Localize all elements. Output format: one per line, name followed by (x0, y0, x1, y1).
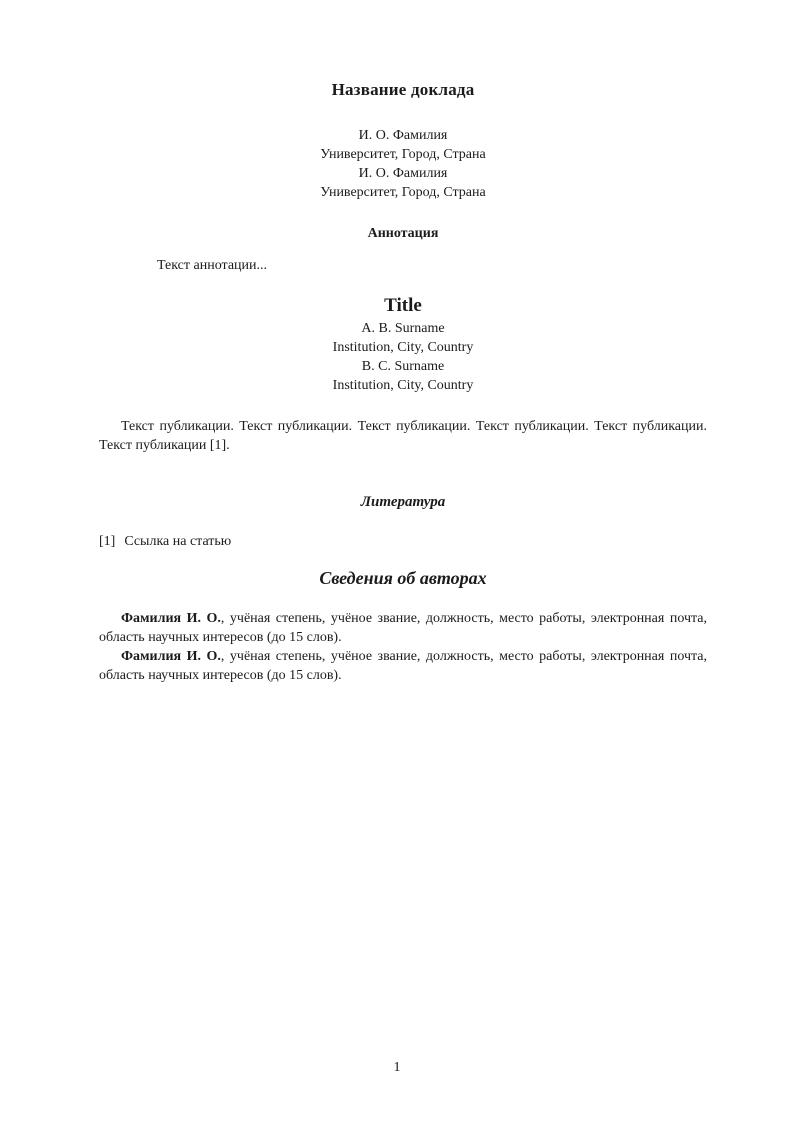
author-bio (99, 609, 707, 647)
author-affiliation-ru: Университет, Город, Страна (320, 147, 486, 162)
references-heading: Литература (360, 494, 446, 510)
authors-block-en (99, 319, 707, 395)
abstract-text: Текст аннотации... (157, 258, 268, 273)
bio-author-name: Фамилия И. О. (121, 649, 221, 664)
authors-block-ru (99, 126, 707, 202)
report-title-ru: Название доклада (331, 80, 475, 99)
authors-info-heading: Сведения об авторах (319, 568, 487, 588)
report-title-en: Title (384, 295, 422, 316)
bio-author-name: Фамилия И. О. (121, 611, 221, 626)
author-name-en: B. C. Surname (361, 359, 445, 374)
page-number: 1 (393, 1060, 401, 1075)
page-content (99, 0, 707, 685)
abstract-heading: Аннотация (367, 226, 439, 241)
author-affiliation-ru: Университет, Город, Страна (320, 185, 486, 200)
author-affiliation-en: Institution, City, Country (332, 378, 474, 393)
bio-text: , учёная степень, учёное звание, должность, место работы, электронная почта, область научных интересов (до 15 слов). (99, 611, 707, 645)
author-name-ru: И. О. Фамилия (358, 166, 448, 181)
reference-label: [1] (99, 534, 116, 549)
author-bio (99, 647, 707, 685)
publication-text: Текст публикации. Текст публикации. Текст публикации. Текст публикации. Текст публикации. Текст публикации [1]. (99, 419, 707, 453)
author-name-ru: И. О. Фамилия (358, 128, 448, 143)
author-name-en: A. B. Surname (361, 321, 445, 336)
reference-item (99, 532, 707, 551)
author-affiliation-en: Institution, City, Country (332, 340, 474, 355)
reference-text: Ссылка на статью (124, 534, 232, 549)
bio-text: , учёная степень, учёное звание, должность, место работы, электронная почта, область научных интересов (до 15 слов). (99, 649, 707, 683)
